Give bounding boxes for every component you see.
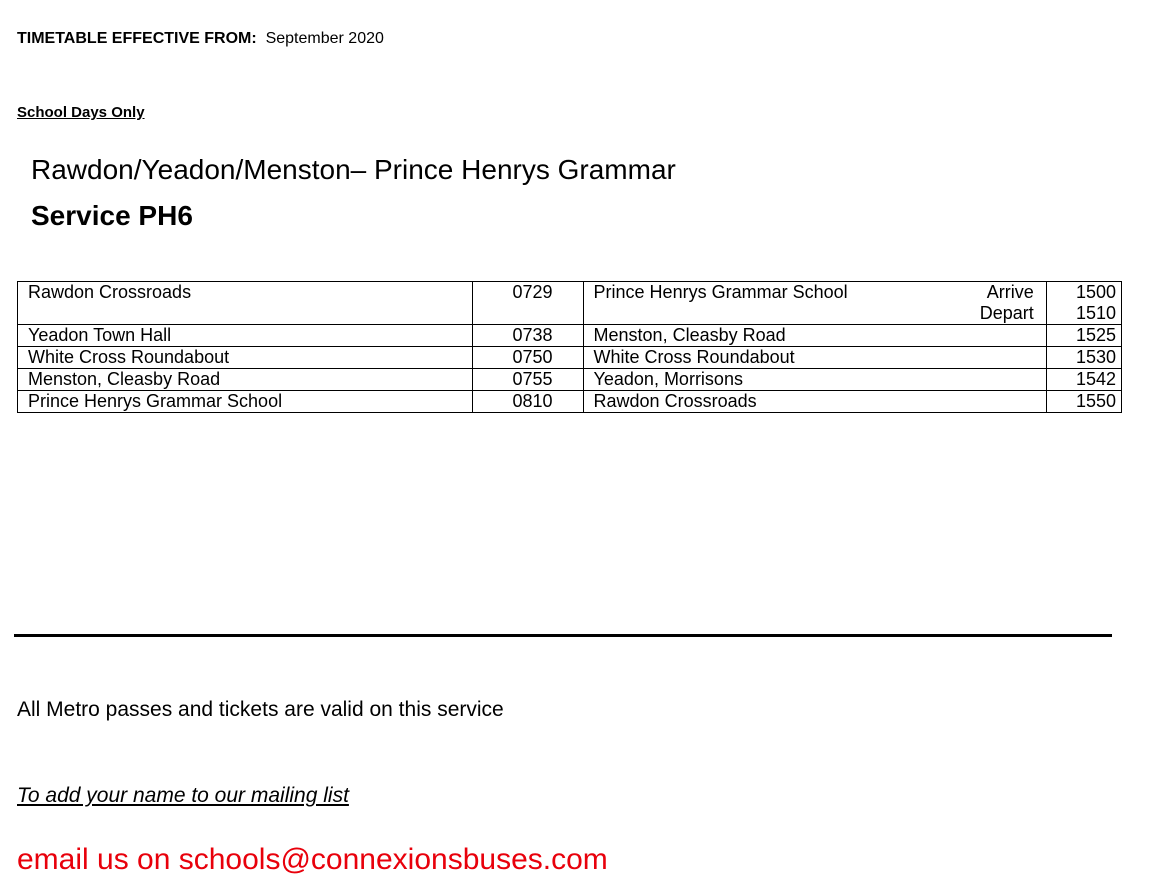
- pm-time-cell: [1046, 282, 1121, 325]
- mailing-list-note: To add your name to our mailing list: [17, 784, 349, 807]
- timetable-effective-line: [17, 29, 384, 49]
- am-time: 0750: [473, 347, 583, 369]
- contact-email-line: email us on schools@connexionsbuses.com: [17, 843, 608, 876]
- am-stop: Rawdon Crossroads: [18, 282, 473, 325]
- pm-stop: Yeadon, Morrisons: [583, 369, 1046, 391]
- am-time: 0738: [473, 325, 583, 347]
- depart-label: Depart: [979, 303, 1034, 323]
- pm-stop: White Cross Roundabout: [583, 347, 1046, 369]
- table-row: [18, 325, 1122, 347]
- pm-stop-cell: [583, 282, 1046, 325]
- am-stop: Menston, Cleasby Road: [18, 369, 473, 391]
- school-days-heading: School Days Only: [17, 104, 145, 121]
- passes-notice: All Metro passes and tickets are valid on this service: [17, 698, 504, 721]
- effective-label: TIMETABLE EFFECTIVE FROM:: [17, 30, 257, 47]
- pm-time: 1530: [1046, 347, 1121, 369]
- am-time: 0729: [473, 282, 583, 325]
- service-title: Service PH6: [31, 200, 193, 231]
- arrive-label: Arrive: [986, 282, 1034, 302]
- pm-stop: Prince Henrys Grammar School: [593, 282, 848, 302]
- am-stop: White Cross Roundabout: [18, 347, 473, 369]
- pm-arrive-time: 1500: [1075, 282, 1116, 302]
- am-time: 0810: [473, 391, 583, 413]
- am-time: 0755: [473, 369, 583, 391]
- pm-stop: Menston, Cleasby Road: [583, 325, 1046, 347]
- table-row: [18, 347, 1122, 369]
- pm-depart-time: 1510: [1075, 303, 1116, 323]
- pm-stop: Rawdon Crossroads: [583, 391, 1046, 413]
- table-row: [18, 282, 1122, 325]
- pm-time: 1550: [1046, 391, 1121, 413]
- route-title: Rawdon/Yeadon/Menston– Prince Henrys Grammar: [31, 154, 676, 185]
- am-stop: Prince Henrys Grammar School: [18, 391, 473, 413]
- horizontal-divider: [14, 634, 1112, 637]
- timetable: [17, 281, 1122, 413]
- table-row: [18, 391, 1122, 413]
- table-row: [18, 369, 1122, 391]
- effective-date: September 2020: [265, 30, 384, 47]
- pm-time: 1542: [1046, 369, 1121, 391]
- pm-time: 1525: [1046, 325, 1121, 347]
- am-stop: Yeadon Town Hall: [18, 325, 473, 347]
